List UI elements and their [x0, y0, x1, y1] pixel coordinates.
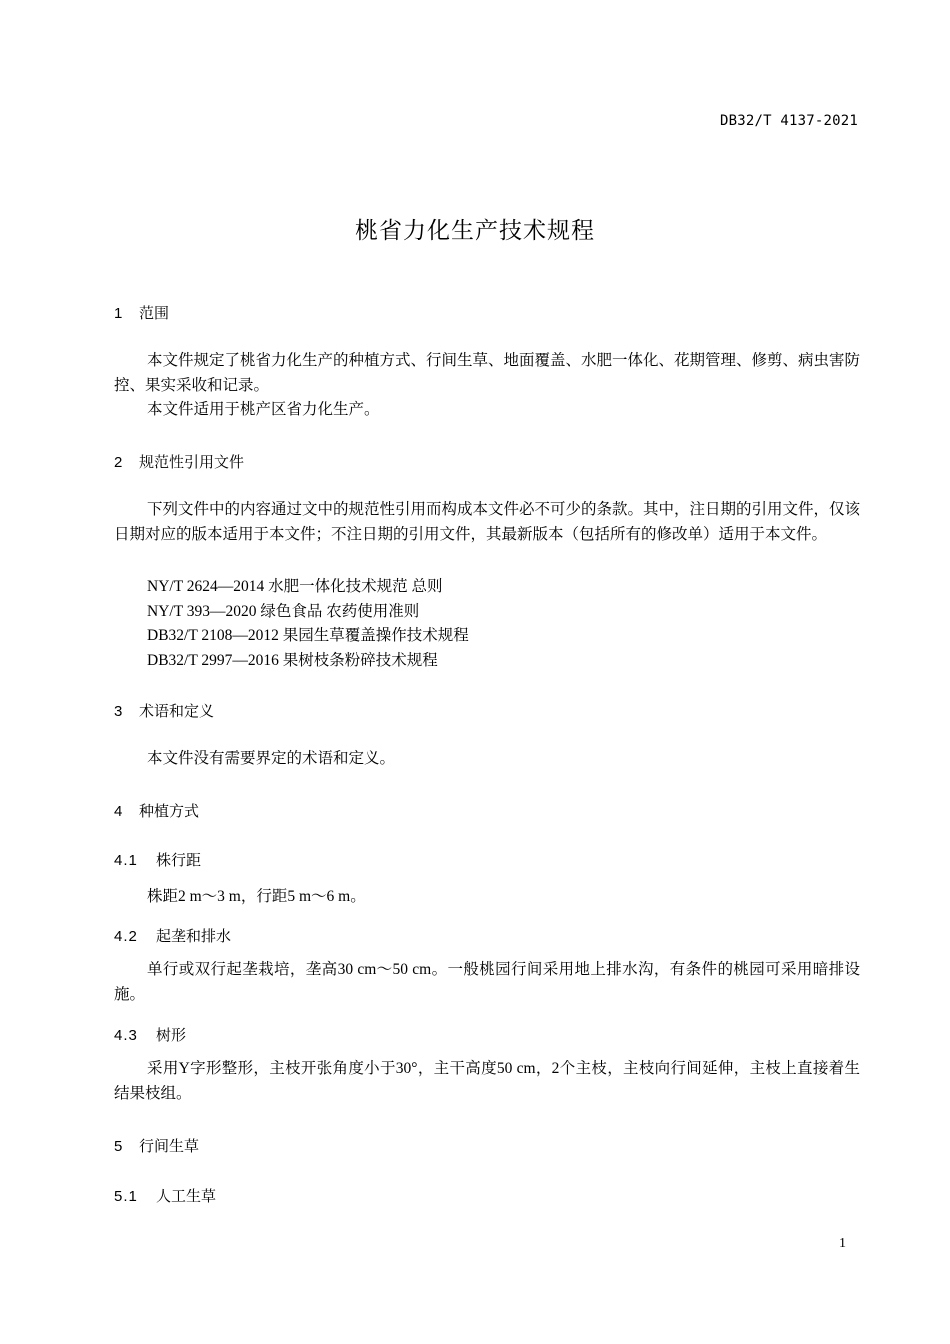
subsection-4-2-heading [114, 925, 231, 946]
section-title: 行间生草 [139, 1137, 200, 1155]
subsection-number: 4.2 [114, 928, 138, 945]
section-number: 1 [114, 305, 123, 322]
document-title: 桃省力化生产技术规程 [355, 218, 595, 244]
subsection-number: 4.1 [114, 852, 138, 869]
section-title: 规范性引用文件 [139, 453, 245, 471]
section-number: 4 [114, 803, 123, 820]
reference-item: DB32/T 2108—2012 果园生草覆盖操作技术规程 [147, 627, 469, 644]
reference-item: DB32/T 2997—2016 果树枝条粉碎技术规程 [147, 652, 438, 669]
section-title: 范围 [139, 304, 170, 322]
subsection-number: 5.1 [114, 1188, 138, 1205]
subsection-title: 人工生草 [156, 1187, 217, 1205]
section-number: 5 [114, 1138, 123, 1155]
page-number: 1 [839, 1236, 846, 1251]
reference-item: NY/T 2624—2014 水肥一体化技术规范 总则 [147, 578, 443, 595]
section-number: 2 [114, 454, 123, 471]
subsection-title: 树形 [156, 1026, 187, 1044]
subsection-5-1-heading [114, 1185, 216, 1206]
standard-code: DB32/T 4137-2021 [719, 113, 858, 129]
paragraph: 单行或双行起垄栽培，垄高30 cm～50 cm。一般桃园行间采用地上排水沟，有条件的桃园可采用暗排设施。 [114, 961, 860, 1003]
section-number: 3 [114, 703, 123, 720]
section-1-heading [114, 302, 169, 323]
paragraph: 采用Y字形整形，主枝开张角度小于30°，主干高度50 cm，2个主枝，主枝向行间延伸，主枝上直接着生结果枝组。 [114, 1060, 860, 1102]
subsection-4-1-heading [114, 849, 201, 870]
subsection-title: 株行距 [156, 851, 202, 869]
subsection-4-3-heading [114, 1024, 186, 1045]
paragraph: 下列文件中的内容通过文中的规范性引用而构成本文件必不可少的条款。其中，注日期的引用文件，仅该日期对应的版本适用于本文件；不注日期的引用文件，其最新版本（包括所有的修改单）适用于本文件。 [114, 501, 861, 543]
section-2-heading [114, 451, 244, 472]
paragraph: 本文件没有需要界定的术语和定义。 [147, 750, 396, 767]
subsection-number: 4.3 [114, 1027, 138, 1044]
section-title: 术语和定义 [139, 702, 215, 720]
paragraph: 本文件适用于桃产区省力化生产。 [147, 401, 380, 418]
subsection-title: 起垄和排水 [156, 927, 232, 945]
paragraph: 株距2 m～3 m，行距5 m～6 m。 [147, 888, 366, 905]
reference-item: NY/T 393—2020 绿色食品 农药使用准则 [147, 603, 420, 620]
paragraph: 本文件规定了桃省力化生产的种植方式、行间生草、地面覆盖、水肥一体化、花期管理、修剪、病虫害防控、果实采收和记录。 [114, 352, 861, 394]
section-title: 种植方式 [139, 802, 200, 820]
section-3-heading [114, 700, 214, 721]
section-5-heading [114, 1135, 199, 1156]
section-4-heading [114, 800, 199, 821]
